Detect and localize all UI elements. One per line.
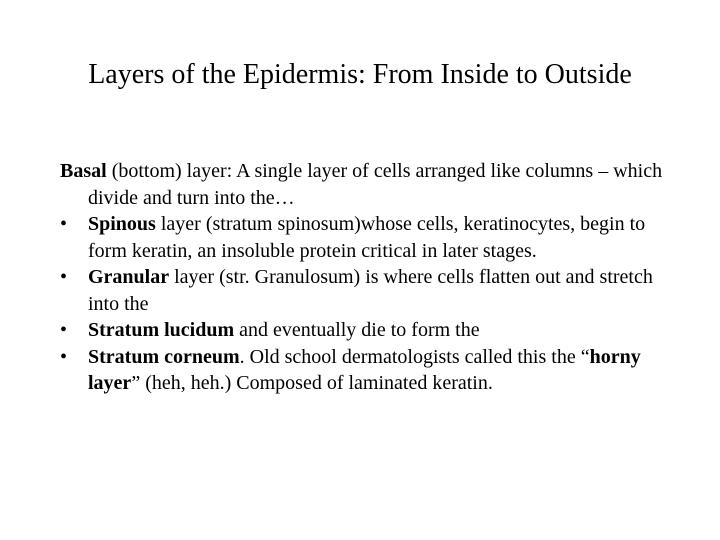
basal-term: Basal <box>60 160 107 182</box>
bullet-item-corneum <box>60 344 670 397</box>
granular-text: layer (str. Granulosum) is where cells flatten out and stretch into the <box>88 266 653 315</box>
horny-layer-term: horny layer <box>88 345 641 394</box>
lucidum-text: and eventually die to form the <box>234 319 480 341</box>
slide-body <box>60 158 670 397</box>
intro-text: (bottom) layer: A single layer of cells arranged like columns – which divide and turn into the… <box>88 160 663 209</box>
corneum-term: Stratum corneum <box>88 345 240 368</box>
bullet-item-granular <box>60 264 670 317</box>
bullet-icon: • <box>60 266 68 288</box>
granular-term: Granular <box>88 266 170 288</box>
corneum-text-end: ” (heh, heh.) Composed of laminated keratin. <box>131 372 493 394</box>
layer-bullet-list <box>60 211 670 397</box>
slide-title: Layers of the Epidermis: From Inside to Outside <box>88 59 632 90</box>
corneum-text: . Old school dermatologists called this the “ <box>239 345 590 368</box>
bullet-item-spinous <box>60 211 670 264</box>
bullet-icon: • <box>60 345 68 368</box>
intro-paragraph <box>60 158 670 211</box>
lucidum-term: Stratum lucidum <box>88 319 235 341</box>
spinous-term: Spinous <box>88 213 156 235</box>
spinous-text: layer (stratum spinosum)whose cells, keratinocytes, begin to form keratin, an insoluble protein critical in later stages. <box>88 213 646 262</box>
bullet-item-lucidum <box>60 317 670 344</box>
bullet-icon: • <box>60 213 68 235</box>
bullet-icon: • <box>60 319 68 341</box>
